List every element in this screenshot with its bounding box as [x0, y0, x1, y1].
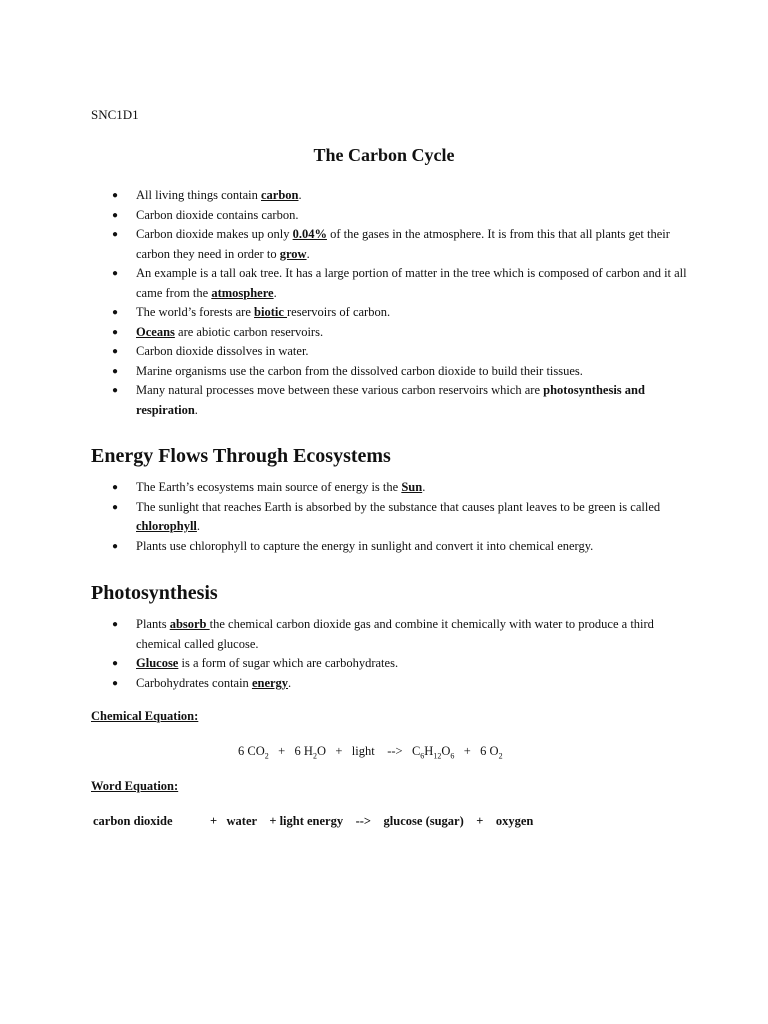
word-equation-label: Word Equation:: [91, 779, 179, 793]
bullet-icon: ●: [112, 365, 119, 377]
bullet-icon: ●: [112, 209, 119, 221]
list-item: ● The world’s forests are biotic reservoirs of carbon.: [112, 303, 692, 323]
list-item: ● Carbon dioxide makes up only 0.04% of the gases in the atmosphere. It is from this that all plants get their carbon they need in order to grow.: [112, 227, 670, 261]
bullet-icon: ●: [112, 385, 119, 396]
list-item: ● Plants use chlorophyll to capture the energy in sunlight and convert it into chemical energy.: [112, 537, 692, 557]
chemical-equation-label: Chemical Equation:: [91, 709, 199, 723]
bullet-icon: ●: [112, 482, 119, 493]
bullet-icon: ●: [112, 229, 119, 240]
bullet-icon: ●: [112, 540, 119, 552]
energy-list: [112, 478, 692, 556]
list-item: ● All living things contain carbon.: [112, 186, 692, 206]
carbon-cycle-list: [112, 186, 692, 420]
page-title: The Carbon Cycle: [313, 145, 455, 165]
bullet-icon: ●: [112, 658, 119, 669]
list-item: ● Carbohydrates contain energy.: [112, 674, 692, 694]
chemical-equation: 6 $CO_2 + 6$ $H_2O$ + light --> $C_6H_{12}O_6 + 6$ $O_2$: [238, 744, 503, 761]
bullet-icon: ●: [112, 307, 119, 318]
list-item: ● Carbon dioxide contains carbon.: [112, 206, 692, 226]
word-equation: carbon dioxide + water + light energy --> glucose (sugar) + oxygen: [93, 814, 534, 828]
list-item: ● Marine organisms use the carbon from the dissolved carbon dioxide to build their tissues.: [112, 362, 692, 382]
photosynthesis-list: [112, 615, 692, 693]
photosynthesis-heading: Photosynthesis: [91, 582, 218, 604]
bullet-icon: ●: [112, 190, 119, 201]
bullet-icon: ●: [112, 677, 119, 689]
list-item: ● Plants absorb the chemical carbon dioxide gas and combine it chemically with water to produce a third chemical called glucose.: [112, 617, 654, 651]
list-item: ● Oceans are abiotic carbon reservoirs.: [112, 323, 692, 343]
bullet-icon: ●: [112, 346, 119, 357]
bullet-icon: ●: [112, 326, 119, 338]
list-item: ● The sunlight that reaches Earth is absorbed by the substance that causes plant leaves to be green is called chlorophyll.: [112, 499, 661, 533]
list-item: ● An example is a tall oak tree. It has a large portion of matter in the tree which is composed of carbon and it all came from the atmosphere.: [112, 266, 687, 300]
list-item: ● The Earth’s ecosystems main source of energy is the Sun.: [112, 478, 692, 498]
energy-heading: Energy Flows Through Ecosystems: [91, 445, 391, 467]
bullet-icon: ●: [112, 619, 119, 630]
course-code: SNC1D1: [91, 107, 139, 122]
list-item: ● Many natural processes move between these various carbon reservoirs which are photosynthesis and respiration.: [112, 383, 645, 417]
bullet-icon: ●: [112, 501, 119, 513]
list-item: ● Glucose is a form of sugar which are carbohydrates.: [112, 654, 692, 674]
list-item: ● Carbon dioxide dissolves in water.: [112, 342, 692, 362]
bullet-icon: ●: [112, 268, 119, 279]
